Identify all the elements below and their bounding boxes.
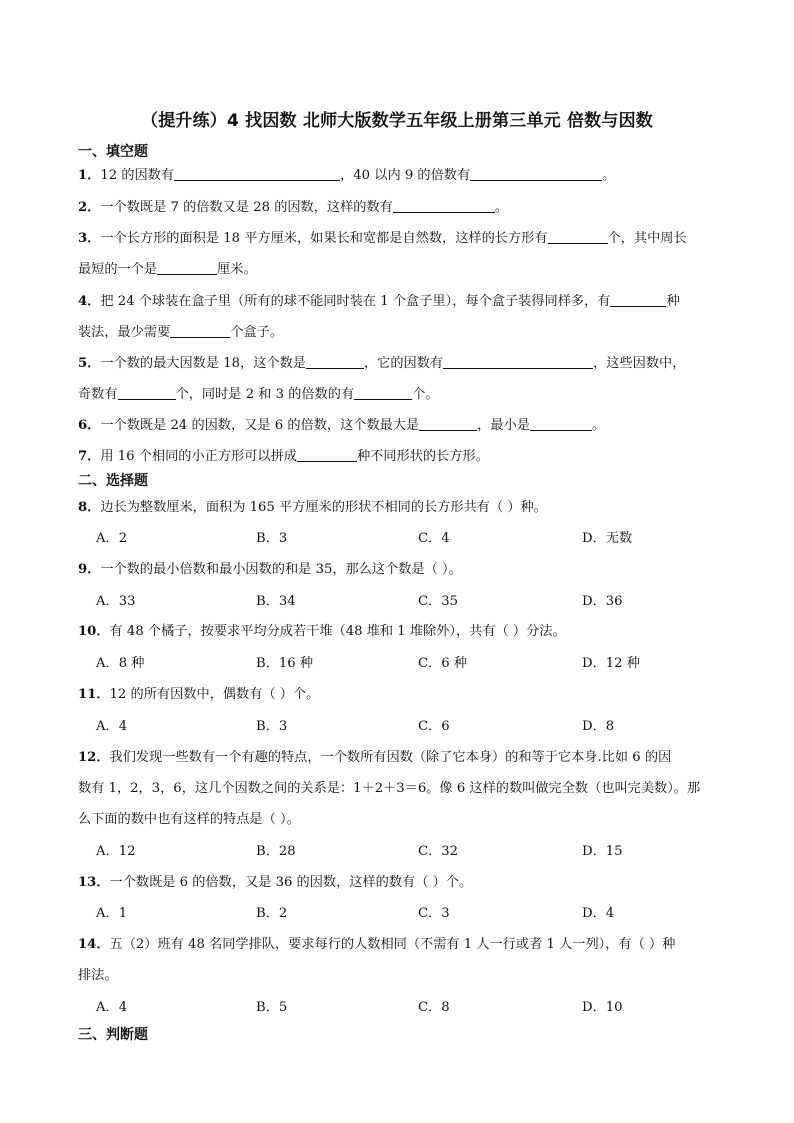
answer-blank[interactable]: [443, 354, 593, 369]
answer-blank[interactable]: [170, 323, 230, 338]
question-5: 5．一个数的最大因数是 18，这个数是 ，它的因数有 ，这些因数中，: [78, 356, 686, 371]
option-d[interactable]: D．4: [582, 906, 615, 921]
answer-blank[interactable]: [354, 385, 412, 400]
option-b[interactable]: B．3: [256, 719, 288, 734]
question-1: 1．12 的因数有 ，40 以内 9 的倍数有 。: [78, 168, 616, 183]
question-4-cont: 装法，最少需要 个盒子。: [78, 325, 284, 340]
answer-blank[interactable]: [548, 229, 608, 244]
question-13: 13．一个数既是 6 的倍数，又是 36 的因数，这样的数有（ ）个。: [78, 875, 473, 890]
question-10: 10．有 48 个橘子，按要求平均分成若干堆（48 堆和 1 堆除外），共有（ ）分法。: [78, 624, 566, 639]
question-14: 14．五（2）班有 48 名同学排队，要求每行的人数相同（不需有 1 人一行或者 1 人一列），有（ ）种: [78, 937, 676, 952]
section-multiple-choice: 二、选择题: [78, 473, 148, 489]
option-d[interactable]: D．15: [582, 844, 623, 859]
question-3: 3．一个长方形的面积是 18 平方厘米，如果长和宽都是自然数，这样的长方形有 个，其中周长: [78, 231, 687, 246]
question-7: 7．用 16 个相同的小正方形可以拼成 种不同形状的长方形。: [78, 449, 489, 464]
section-fill-in: 一、填空题: [78, 144, 148, 160]
page-title: （提升练）4 找因数 北师大版数学五年级上册第三单元 倍数与因数: [141, 111, 653, 131]
question-9: 9．一个数的最小倍数和最小因数的和是 35，那么这个数是（ ）。: [78, 562, 462, 577]
question-4: 4．把 24 个球装在盒子里（所有的球不能同时装在 1 个盒子里），每个盒子装得同样多，有 种: [78, 294, 680, 309]
option-a[interactable]: A．4: [96, 719, 128, 734]
option-b[interactable]: B．2: [256, 906, 288, 921]
option-c[interactable]: C．3: [418, 906, 450, 921]
question-8: 8．边长为整数厘米，面积为 165 平方厘米的形状不相同的长方形共有（ ）种。: [78, 500, 547, 515]
question-2: 2．一个数既是 7 的倍数又是 28 的因数，这样的数有 。: [78, 200, 509, 215]
answer-blank[interactable]: [470, 166, 602, 181]
question-14-line-2: 排法。: [78, 968, 118, 983]
question-12-line-3: 么下面的数中也有这样的特点是（ ）。: [78, 812, 300, 827]
answer-blank[interactable]: [118, 385, 176, 400]
option-d[interactable]: D．无数: [582, 531, 633, 546]
option-a[interactable]: A．4: [96, 1000, 128, 1015]
answer-blank[interactable]: [610, 292, 666, 307]
option-a[interactable]: A．8 种: [96, 656, 145, 671]
question-11: 11．12 的所有因数中，偶数有（ ）个。: [78, 687, 320, 702]
option-b[interactable]: B．16 种: [256, 656, 314, 671]
option-b[interactable]: B．5: [256, 1000, 288, 1015]
answer-blank[interactable]: [530, 416, 592, 431]
question-6: 6．一个数既是 24 的因数，又是 6 的倍数，这个数最大是 ，最小是 。: [78, 418, 606, 433]
option-d[interactable]: D．10: [582, 1000, 623, 1015]
answer-blank[interactable]: [419, 416, 477, 431]
option-a[interactable]: A．33: [96, 594, 136, 609]
answer-blank[interactable]: [306, 354, 364, 369]
option-a[interactable]: A．1: [96, 906, 128, 921]
option-c[interactable]: C．8: [418, 1000, 450, 1015]
question-12-line-2: 数有 1，2，3，6，这几个因数之间的关系是：1＋2＋3＝6。像 6 这样的数叫做完全数（也叫完美数）。那: [78, 781, 701, 796]
question-5-cont: 奇数有 个，同时是 2 和 3 的倍数的有 个。: [78, 387, 439, 402]
option-c[interactable]: C．4: [418, 531, 450, 546]
option-c[interactable]: C．6: [418, 719, 450, 734]
answer-blank[interactable]: [174, 166, 340, 181]
option-d[interactable]: D．8: [582, 719, 615, 734]
answer-blank[interactable]: [157, 260, 217, 275]
option-c[interactable]: C．6 种: [418, 656, 468, 671]
option-a[interactable]: A．2: [96, 531, 128, 546]
option-a[interactable]: A．12: [96, 844, 136, 859]
answer-blank[interactable]: [393, 198, 495, 213]
answer-blank[interactable]: [297, 447, 357, 462]
section-true-false: 三、判断题: [78, 1027, 148, 1043]
option-d[interactable]: D．12 种: [582, 656, 640, 671]
option-b[interactable]: B．3: [256, 531, 288, 546]
option-b[interactable]: B．34: [256, 594, 296, 609]
question-3-cont: 最短的一个是 厘米。: [78, 262, 257, 277]
option-c[interactable]: C．32: [418, 844, 459, 859]
option-d[interactable]: D．36: [582, 594, 623, 609]
question-12: 12．我们发现一些数有一个有趣的特点，一个数所有因数（除了它本身）的和等于它本身.比如 6 的因: [78, 750, 672, 765]
option-b[interactable]: B．28: [256, 844, 296, 859]
option-c[interactable]: C．35: [418, 594, 459, 609]
